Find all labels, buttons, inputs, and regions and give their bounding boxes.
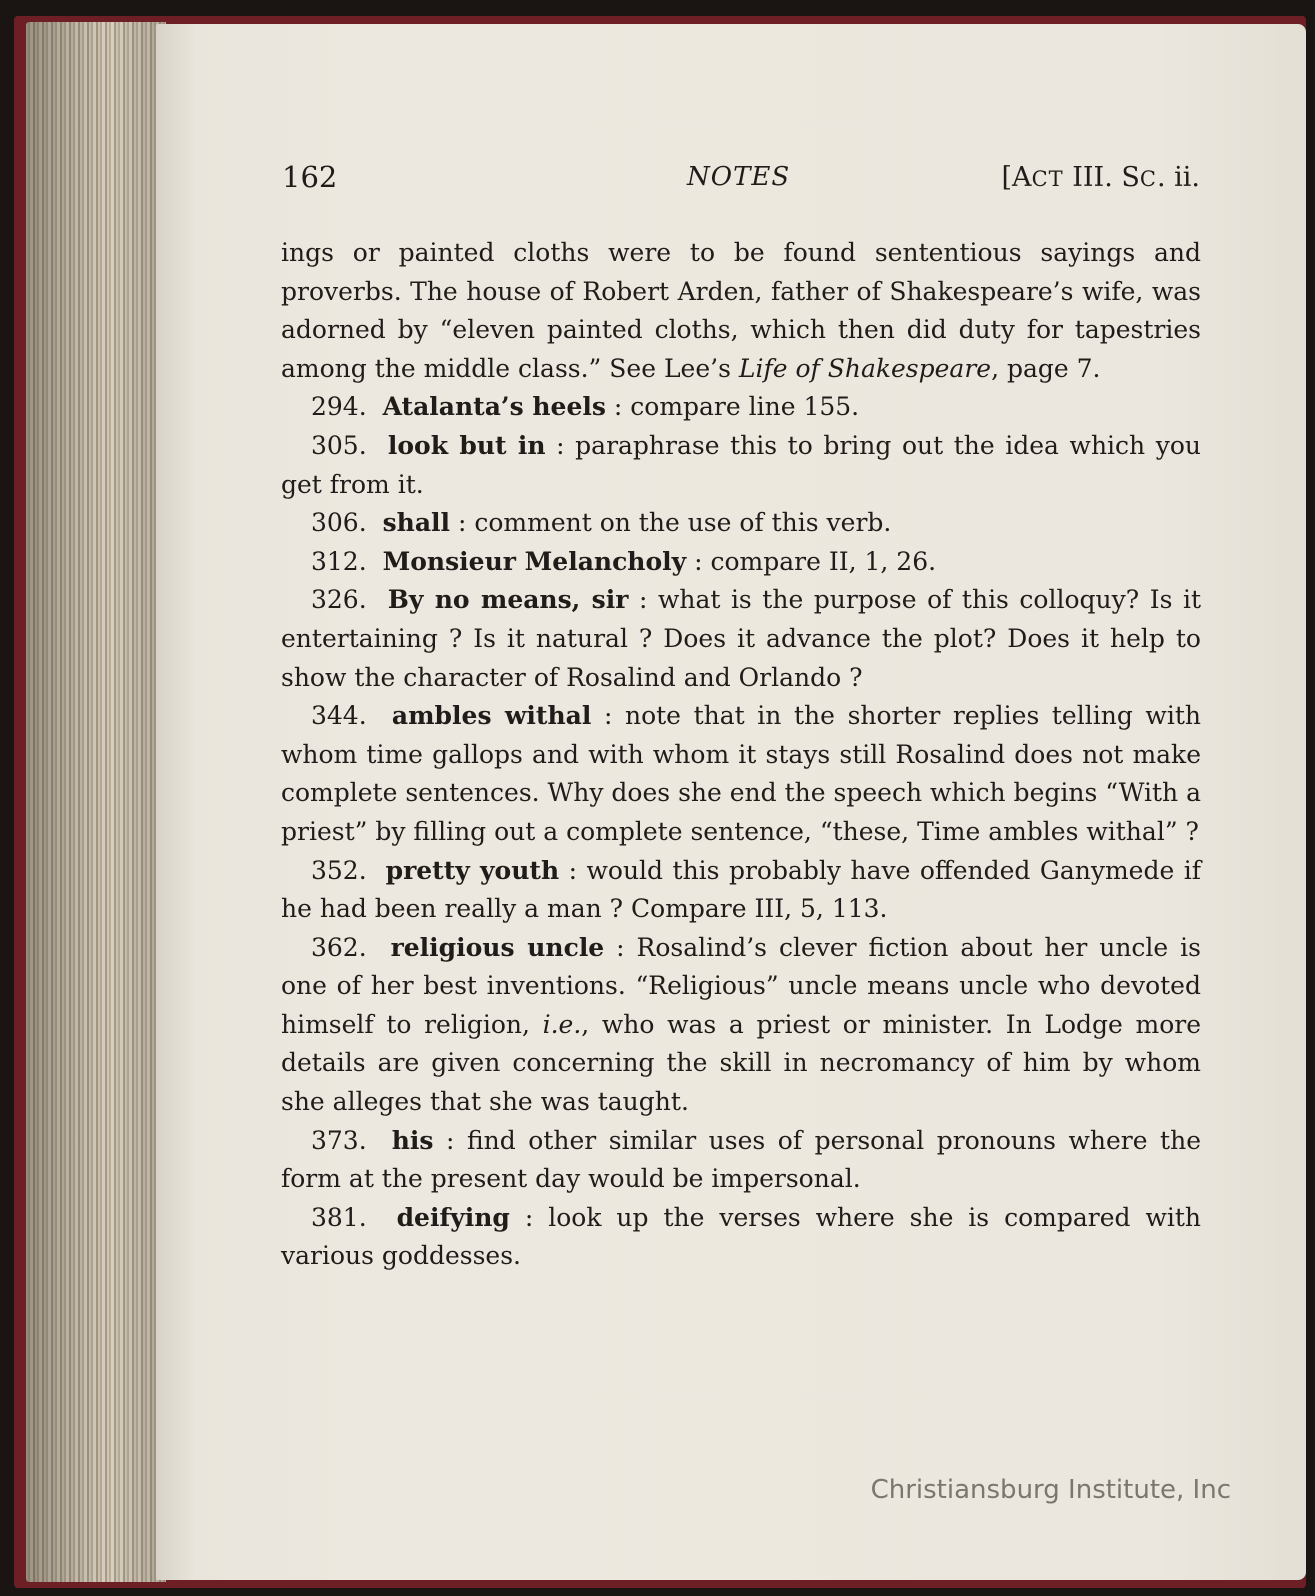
note-344: 344. ambles withal : note that in the shorter replies telling with whom time gallops and with whom it stays still Rosalind does not make complete sentences. Why does she end the speech which begins “With a priest” by filling out a complete sentence, “these, Time ambles withal” ? [281, 701, 1201, 846]
note-381: 381. deifying : look up the verses where she is compared with various goddesses. [281, 1202, 1201, 1271]
note-352: 352. pretty youth : would this probably have offended Ganymede if he had been really a man ? Compare III, 5, 113. [281, 855, 1201, 924]
note-306: 306. shall : comment on the use of this verb. [311, 508, 892, 538]
page-edges [26, 22, 166, 1582]
running-title: NOTES [687, 162, 791, 192]
notes-body [281, 234, 1201, 1276]
note-362: 362. religious uncle : Rosalind’s clever fiction about her uncle is one of her best inventions. “Religious” uncle means uncle who devoted himself to religion, i.e., who was a priest or minister. In Lodge more details are given concerning the skill in necromancy of him by whom she alleges that she was taught. [281, 932, 1201, 1117]
note-326: 326. By no means, sir : what is the purpose of this colloquy? Is it entertaining ? Is it natural ? Does it advance the plot? Does it help to show the character of Rosalind and Orlando ? [281, 585, 1201, 692]
page-number: 162 [282, 160, 338, 194]
watermark: Christiansburg Institute, Inc [870, 1475, 1231, 1505]
note-294: 294. Atalanta’s heels : compare line 155. [311, 392, 860, 422]
page-header [282, 160, 1200, 200]
note-312: 312. Monsieur Melancholy : compare II, 1, 26. [311, 546, 937, 576]
intro-paragraph: ings or painted cloths were to be found sententious sayings and proverbs. The house of Robert Arden, father of Shakespeare’s wife, was adorned by “eleven painted cloths, which then did duty for tapestries among the middle class.” See Lee’s Life of Shakespeare, page 7. [281, 238, 1201, 383]
section-reference: [ACT III. SC. ii. [1001, 162, 1200, 193]
note-373: 373. his : find other similar uses of personal pronouns where the form at the present day would be impersonal. [281, 1125, 1202, 1194]
note-305: 305. look but in : paraphrase this to bring out the idea which you get from it. [281, 430, 1201, 499]
